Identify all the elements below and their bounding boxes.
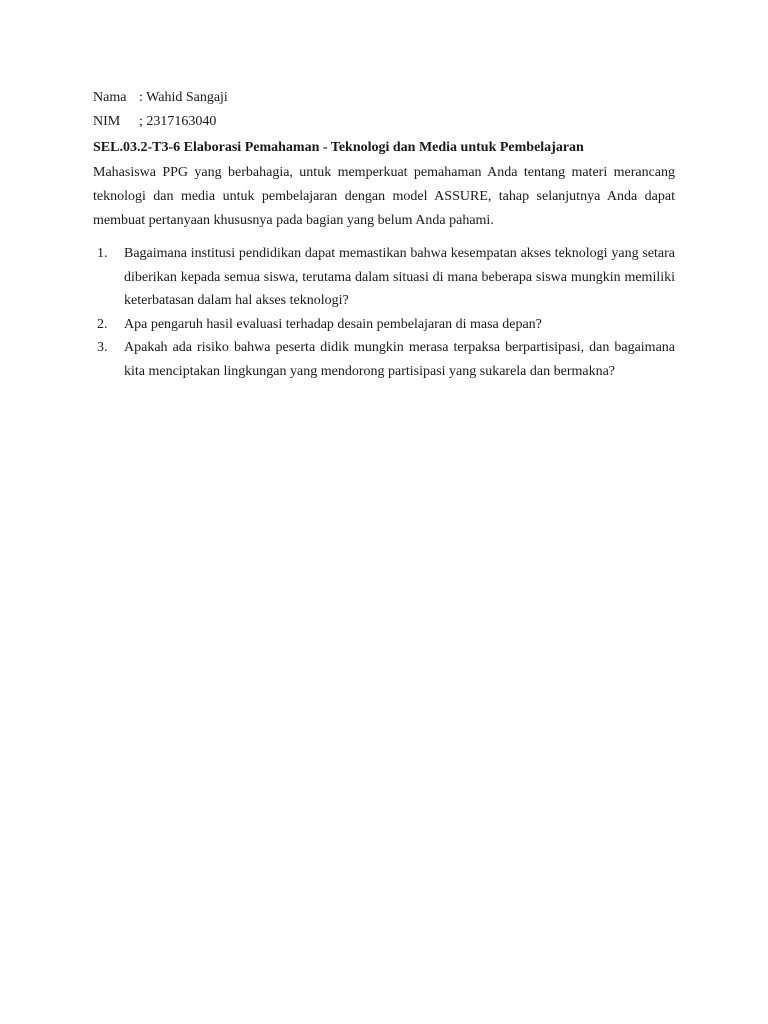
question-list [93,242,675,383]
name-label: Nama [93,90,127,105]
nim-row [93,110,675,134]
question-number: 3. [97,340,108,355]
name-value: : Wahid Sangaji [139,90,228,105]
question-text: Apa pengaruh hasil evaluasi terhadap desain pembelajaran di masa depan? [124,316,542,332]
intro-paragraph: Mahasiswa PPG yang berbahagia, untuk memperkuat pemahaman Anda tentang materi merancang teknologi dan media untuk pembelajaran dengan model ASSURE, tahap selanjutnya Anda dapat membuat pertanyaan khususnya pada bagian yang belum Anda pahami. [93,165,675,228]
list-item [93,242,675,313]
list-item [93,336,675,383]
question-number: 2. [97,316,108,332]
question-number: 1. [97,246,108,261]
nim-label: NIM [93,114,121,129]
question-text: Bagaimana institusi pendidikan dapat memastikan bahwa kesempatan akses teknologi yang setara diberikan kepada semua siswa, terutama dalam situasi di mana beberapa siswa mungkin memiliki keterbatasan dalam hal akses teknologi? [124,246,675,308]
list-item [93,313,675,337]
document-title: SEL.03.2-T3-6 Elaborasi Pemahaman - Teknologi dan Media untuk Pembelajaran [93,140,584,155]
question-text: Apakah ada risiko bahwa peserta didik mungkin merasa terpaksa berpartisipasi, dan bagaimana kita menciptakan lingkungan yang mendorong partisipasi yang sukarela dan bermakna? [124,340,675,379]
nim-value: ; 2317163040 [139,114,217,129]
name-row [93,86,675,110]
